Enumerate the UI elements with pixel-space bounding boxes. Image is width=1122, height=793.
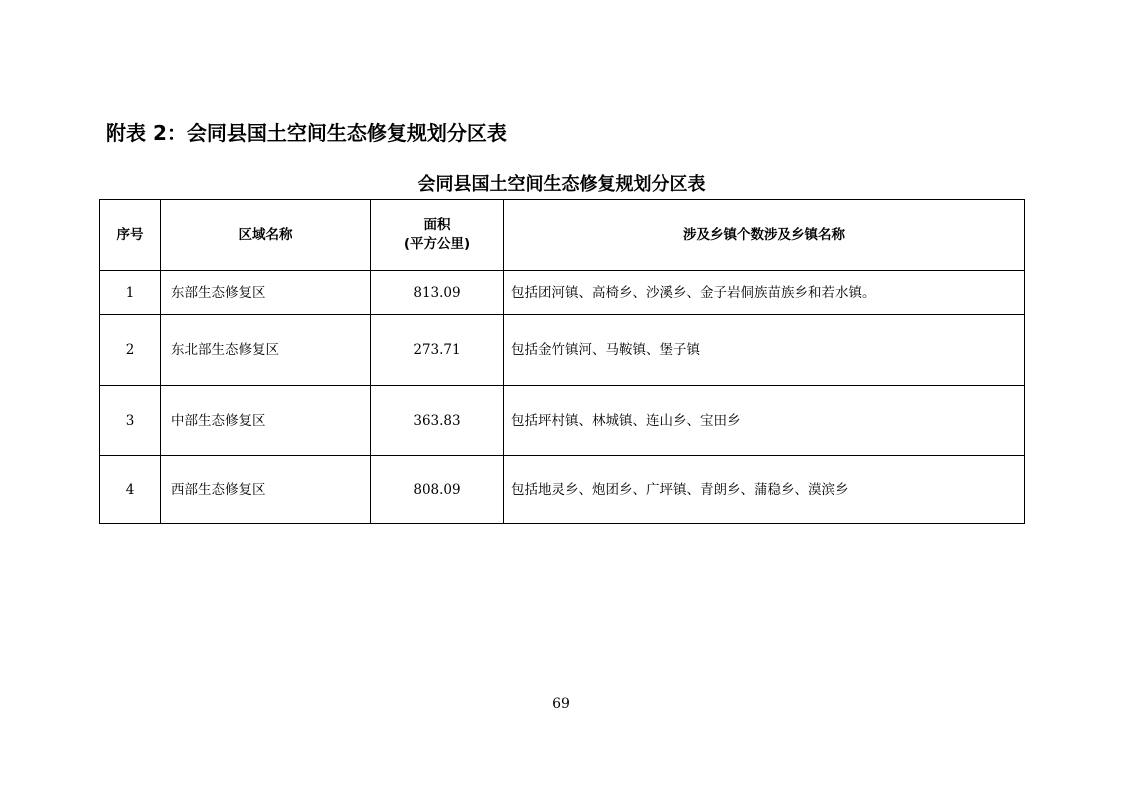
cell-serial-number: 3 (100, 386, 161, 456)
cell-area: 273.71 (371, 315, 504, 386)
table-row (100, 315, 1025, 386)
table-caption: 会同县国土空间生态修复规划分区表 (417, 174, 706, 195)
restoration-zones-table (99, 199, 1025, 524)
cell-zone-name: 东北部生态修复区 (161, 315, 371, 386)
table-row (100, 271, 1025, 315)
cell-towns: 包括地灵乡、炮团乡、广坪镇、青朗乡、蒲稳乡、漠滨乡 (504, 456, 1025, 524)
header-serial-number: 序号 (100, 200, 161, 271)
appendix-heading: 附表 2：会同县国土空间生态修复规划分区表 (106, 121, 507, 145)
table-row (100, 456, 1025, 524)
header-area-unit: (平方公里) (403, 236, 471, 252)
header-zone-name: 区域名称 (161, 200, 371, 271)
cell-towns: 包括团河镇、高椅乡、沙溪乡、金子岩侗族苗族乡和若水镇。 (504, 271, 1025, 315)
cell-zone-name: 西部生态修复区 (161, 456, 371, 524)
table-header-row (100, 200, 1025, 271)
cell-area: 813.09 (371, 271, 504, 315)
cell-towns: 包括坪村镇、林城镇、连山乡、宝田乡 (504, 386, 1025, 456)
cell-towns: 包括金竹镇河、马鞍镇、堡子镇 (504, 315, 1025, 386)
cell-area: 808.09 (371, 456, 504, 524)
header-area-label: 面积 (423, 217, 451, 233)
cell-serial-number: 2 (100, 315, 161, 386)
header-towns: 涉及乡镇个数涉及乡镇名称 (504, 200, 1025, 271)
cell-serial-number: 4 (100, 456, 161, 524)
cell-area: 363.83 (371, 386, 504, 456)
header-area (371, 200, 504, 271)
cell-zone-name: 东部生态修复区 (161, 271, 371, 315)
table-row (100, 386, 1025, 456)
cell-serial-number: 1 (100, 271, 161, 315)
cell-zone-name: 中部生态修复区 (161, 386, 371, 456)
page-number: 69 (552, 696, 570, 712)
